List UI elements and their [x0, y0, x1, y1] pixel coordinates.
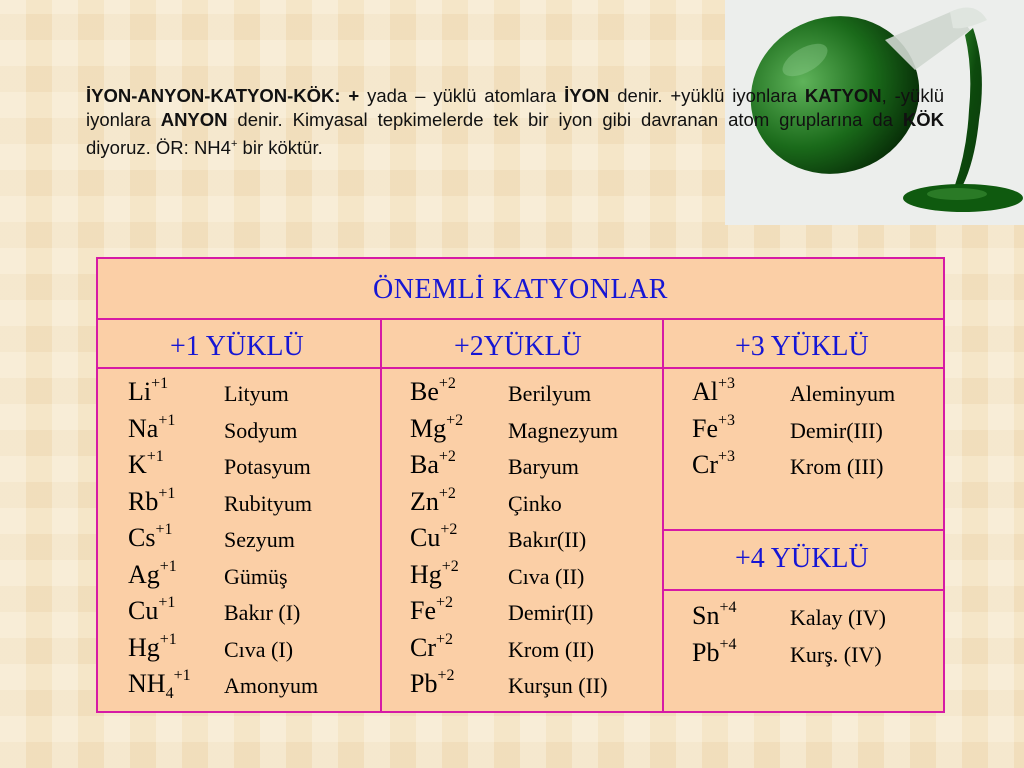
ion-symbol	[410, 484, 456, 517]
cations-table	[96, 257, 945, 713]
header-divider	[98, 367, 943, 369]
ion-element: Hg	[128, 632, 160, 662]
ion-symbol	[692, 601, 737, 631]
ion-element: Fe	[410, 596, 436, 625]
ion-name: Krom (III)	[790, 454, 884, 479]
ion-name: Rubityum	[224, 490, 313, 516]
ion-symbol	[128, 557, 177, 590]
ion-name: Potasyum	[224, 454, 311, 479]
ion-charge: +3	[718, 375, 736, 393]
ion-charge: +1	[158, 484, 176, 502]
table-title: ÖNEMLİ KATYONLAR	[373, 274, 668, 305]
ion-charge: +2	[436, 630, 454, 648]
intro-anyon: ANYON	[160, 109, 228, 130]
ion-name: Cıva (I)	[224, 636, 294, 662]
intro-text-3: , -yüklü iyonlara	[86, 85, 944, 130]
ion-symbol	[410, 377, 456, 407]
ion-element: Cr	[410, 632, 436, 662]
ion-charge: +3	[718, 448, 736, 466]
ion-symbol	[692, 450, 735, 480]
ion-symbol	[410, 630, 454, 663]
ion-charge: +2	[437, 667, 455, 685]
ion-name: Baryum	[508, 454, 579, 479]
ion-symbol	[692, 635, 737, 668]
ion-charge: +2	[446, 411, 464, 429]
ion-element: Pb	[692, 637, 720, 667]
ion-symbol	[410, 596, 453, 626]
ion-charge: +2	[441, 557, 459, 575]
ion-charge: +1	[159, 557, 177, 575]
ion-element: NH	[128, 669, 166, 698]
ion-name: Demir(II)	[508, 600, 594, 625]
ion-element: Na	[128, 413, 159, 443]
intro-paragraph	[86, 84, 944, 160]
col-divider-1	[380, 320, 382, 711]
ion-symbol	[128, 377, 168, 407]
ion-name: Magnezyum	[508, 417, 618, 443]
ion-element: Cu	[128, 596, 159, 625]
ion-charge: +2	[438, 484, 456, 502]
ion-symbol	[410, 411, 464, 444]
ion-charge: +4	[719, 635, 737, 653]
ion-charge: +2	[436, 594, 454, 612]
ion-charge: +4	[719, 599, 737, 617]
ion-symbol	[692, 411, 736, 444]
col4-header-divider	[664, 589, 943, 591]
ion-name: Sodyum	[224, 417, 298, 443]
ion-element: Fe	[692, 413, 718, 443]
ion-symbol	[410, 450, 456, 480]
ion-symbol	[128, 630, 177, 663]
ion-name: Lityum	[224, 381, 289, 406]
ion-charge: +3	[718, 411, 736, 429]
intro-iyon: İYON	[564, 85, 610, 106]
ion-symbol	[128, 450, 164, 480]
header-plus2: +2YÜKLÜ	[454, 331, 582, 362]
intro-heading: İYON-ANYON-KATYON-KÖK:	[86, 85, 341, 106]
ion-name: Demir(III)	[790, 417, 883, 443]
ion-name: Amonyum	[224, 673, 319, 698]
ion-name: Cıva (II)	[508, 563, 585, 589]
ion-name: Aleminyum	[790, 381, 896, 406]
ion-charge: +2	[438, 448, 456, 466]
intro-kok: KÖK	[902, 109, 944, 130]
ion-element: Zn	[410, 486, 439, 516]
ion-name: Bakır (I)	[224, 600, 301, 625]
ion-name: Gümüş	[224, 563, 288, 589]
ion-name: Berilyum	[508, 381, 592, 406]
ion-charge: +1	[159, 630, 177, 648]
ion-charge: +1	[151, 375, 169, 393]
intro-text-5: diyoruz. ÖR: NH4	[86, 137, 231, 159]
ion-charge: +1	[173, 667, 191, 685]
ion-element: Ba	[410, 450, 439, 479]
ion-charge: +1	[146, 448, 164, 466]
ion-symbol	[128, 411, 176, 444]
ion-symbol	[128, 669, 191, 703]
ion-symbol	[692, 377, 735, 407]
ion-element: Ag	[128, 559, 160, 589]
intro-sup: +	[230, 138, 238, 150]
ion-element: Al	[692, 377, 718, 406]
header-plus3: +3 YÜKLÜ	[735, 331, 869, 362]
ion-element: Pb	[410, 669, 438, 698]
col-divider-2	[662, 320, 664, 711]
intro-text-6: bir köktür.	[237, 137, 323, 159]
ion-element: Mg	[410, 413, 447, 443]
ion-name: Kalay (IV)	[790, 605, 886, 630]
ion-subscript: 4	[165, 685, 174, 703]
ion-element: K	[128, 450, 147, 479]
ion-element: Cu	[410, 523, 441, 552]
ion-element: Sn	[692, 601, 720, 630]
col4-top-divider	[664, 529, 943, 531]
intro-text-4: denir. Kimyasal tepkimelerde tek bir iyon gibi davranan atom gruplarına da	[227, 109, 903, 130]
ion-element: Rb	[128, 486, 159, 516]
ion-element: Be	[410, 377, 439, 406]
ion-symbol	[410, 669, 455, 699]
ion-name: Çinko	[508, 490, 562, 516]
ion-symbol	[410, 523, 457, 553]
ion-name: Kurş. (IV)	[790, 641, 882, 667]
ion-charge: +2	[440, 521, 458, 539]
ion-name: Bakır(II)	[508, 527, 587, 552]
ion-name: Sezyum	[224, 527, 295, 552]
ion-element: Cr	[692, 450, 718, 479]
ion-element: Li	[128, 377, 152, 406]
ion-charge: +1	[158, 594, 176, 612]
ion-name: Krom (II)	[508, 636, 595, 662]
ion-name: Kurşun (II)	[508, 673, 608, 698]
intro-plus: +	[348, 85, 360, 106]
ion-charge: +1	[158, 411, 176, 429]
ion-charge: +1	[155, 521, 173, 539]
ion-element: Cs	[128, 523, 156, 552]
ion-symbol	[128, 484, 176, 517]
ion-symbol	[410, 557, 459, 590]
ion-charge: +2	[438, 375, 456, 393]
header-plus1: +1 YÜKLÜ	[170, 331, 304, 362]
header-plus4: +4 YÜKLÜ	[735, 543, 869, 574]
ion-symbol	[128, 596, 175, 626]
intro-text-2: denir. +yüklü iyonlara	[609, 85, 805, 106]
intro-text-1: yada – yüklü atomlara	[359, 85, 565, 106]
ion-element: Hg	[410, 559, 442, 589]
intro-katyon: KATYON	[804, 85, 882, 106]
ion-symbol	[128, 523, 173, 553]
